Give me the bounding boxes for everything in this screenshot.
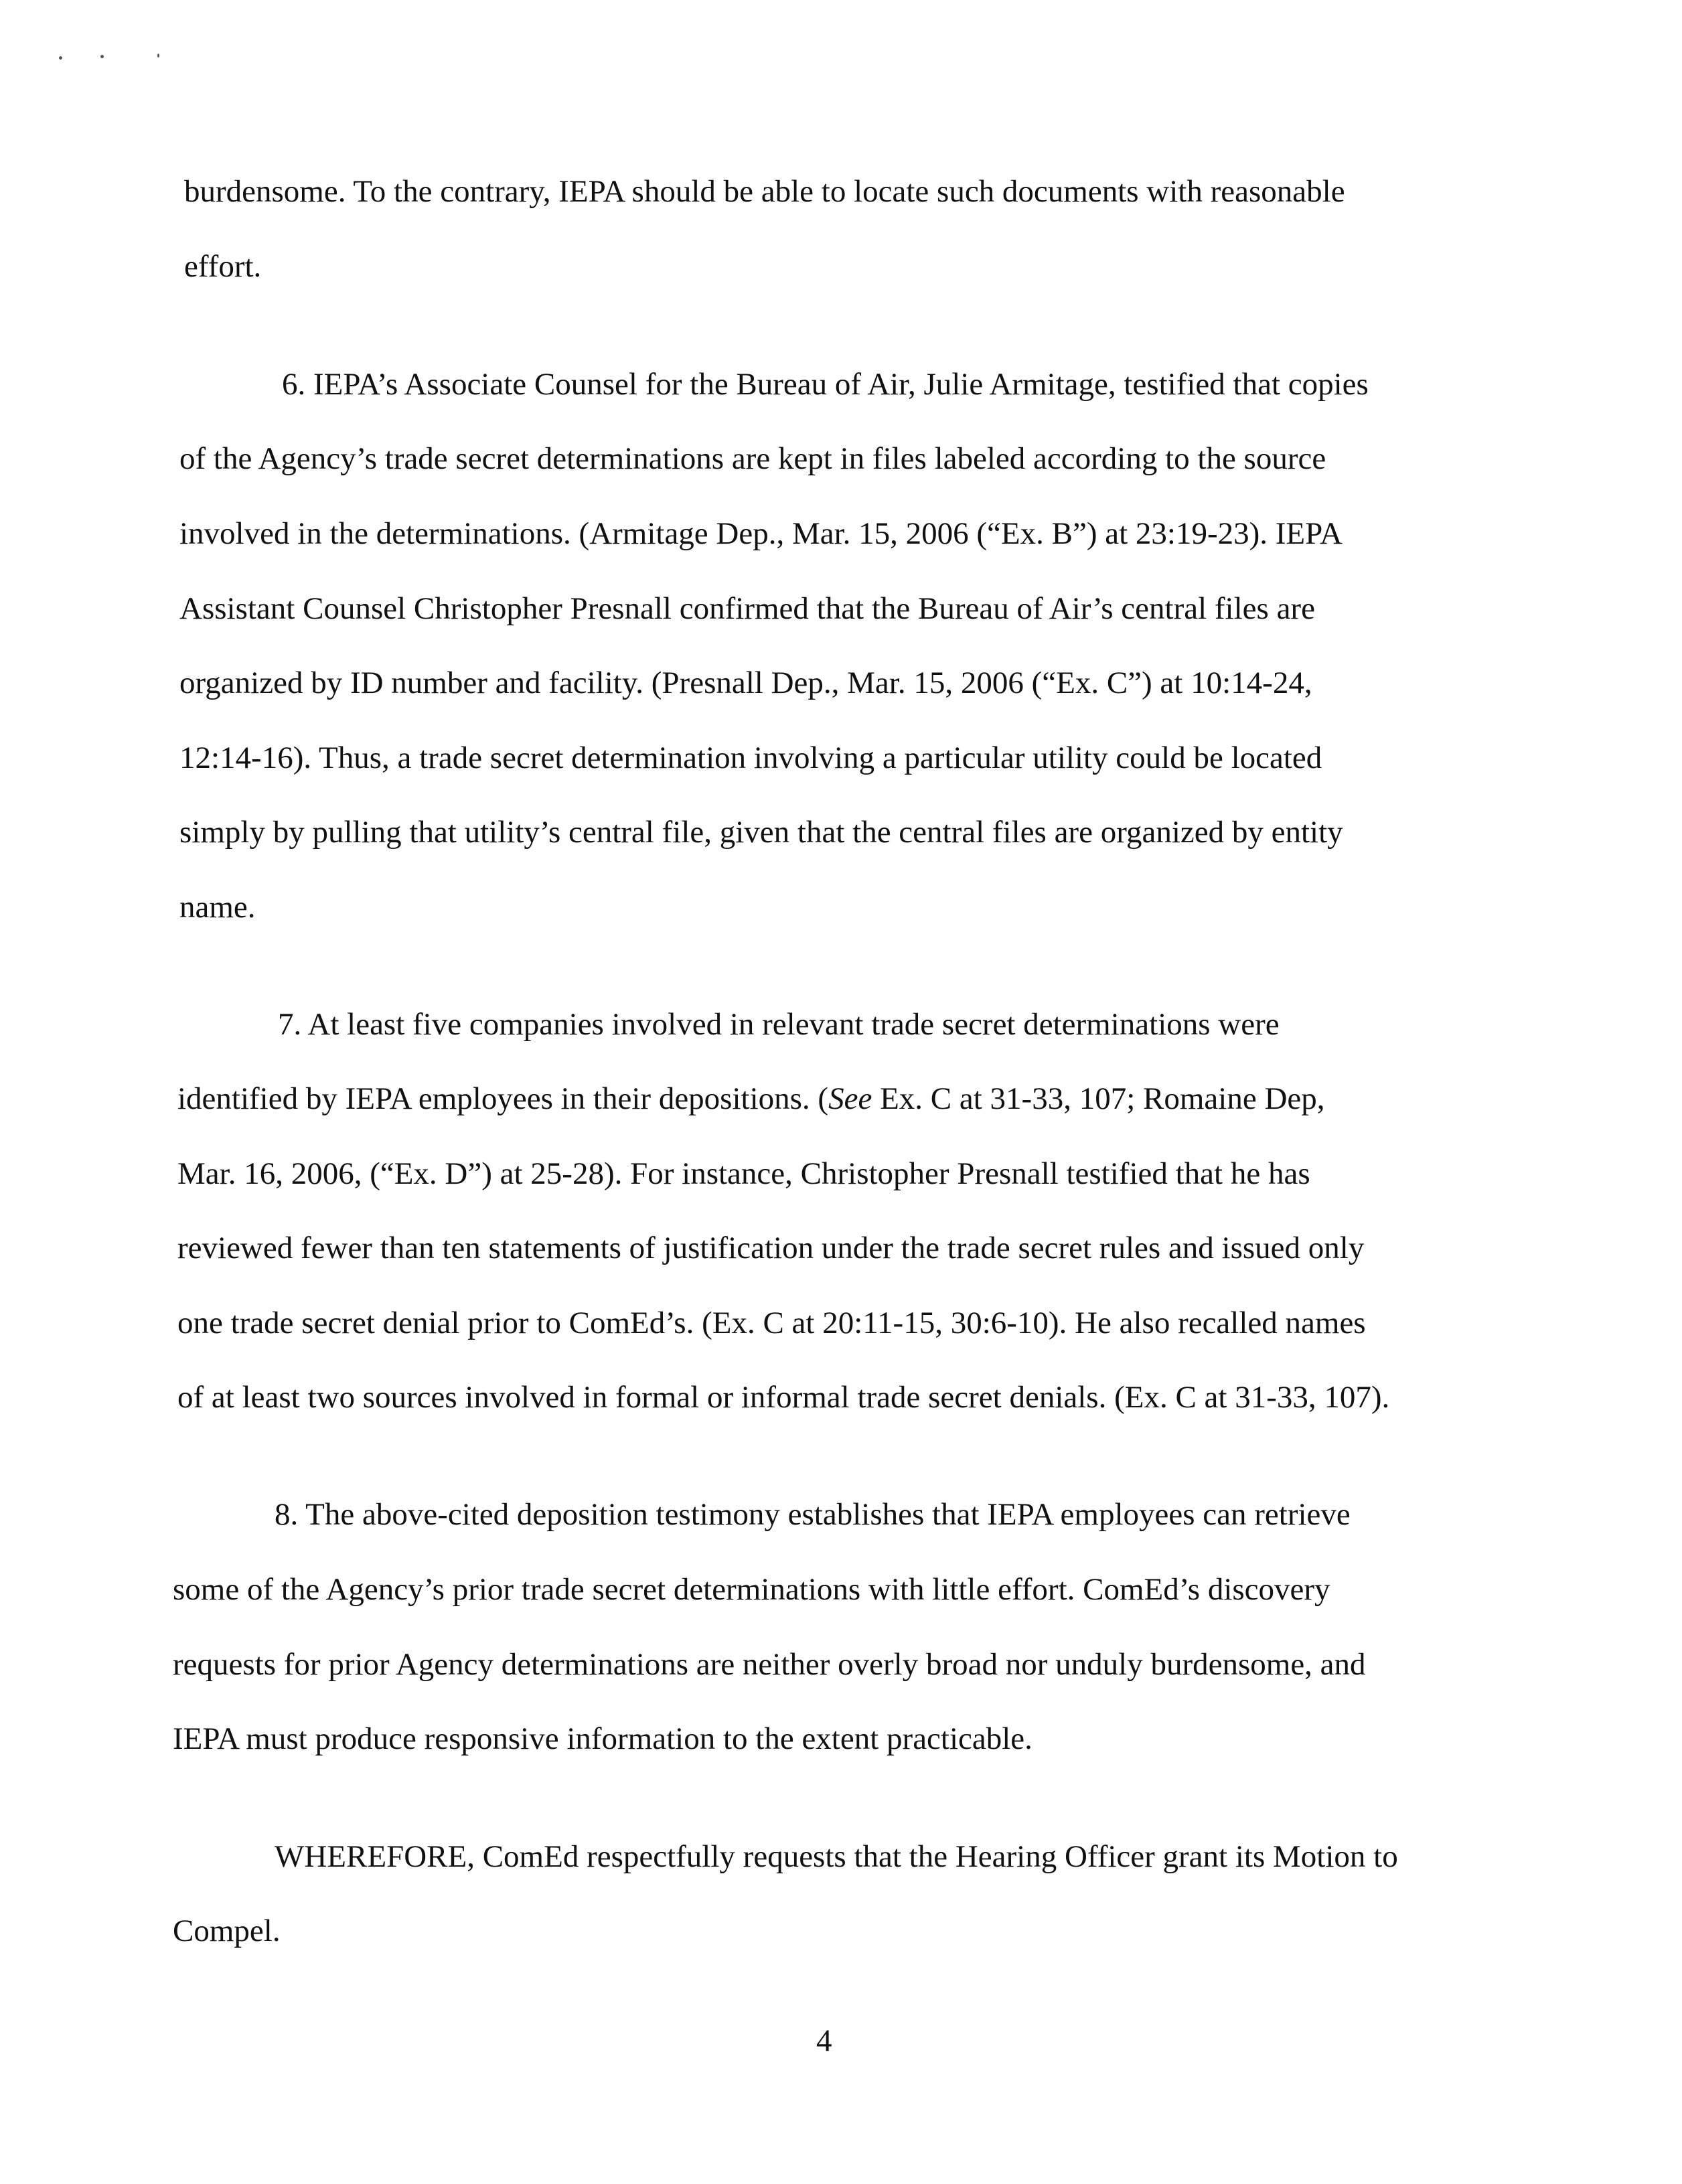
body-line: Mar. 16, 2006, (“Ex. D”) at 25-28). For instance, Christopher Presnall testified that he has (177, 1156, 1310, 1191)
body-line (177, 1080, 1325, 1117)
body-line: IEPA must produce responsive information to the extent practicable. (173, 1721, 1033, 1756)
body-line: effort. (184, 249, 262, 284)
body-line: involved in the determinations. (Armitage Dep., Mar. 15, 2006 (“Ex. B”) at 23:19-23). IEPA (179, 516, 1343, 551)
scan-speck (100, 55, 104, 58)
body-line: organized by ID number and facility. (Presnall Dep., Mar. 15, 2006 (“Ex. C”) at 10:14-24, (179, 666, 1312, 700)
body-line: name. (179, 890, 256, 925)
body-line: 7. At least five companies involved in relevant trade secret determinations were (278, 1007, 1280, 1042)
body-line: 6. IEPA’s Associate Counsel for the Bureau of Air, Julie Armitage, testified that copies (282, 367, 1369, 402)
body-line: 12:14-16). Thus, a trade secret determination involving a particular utility could be located (179, 740, 1322, 775)
scan-speck (157, 54, 159, 58)
page-number: 4 (816, 2023, 832, 2058)
body-line: burdensome. To the contrary, IEPA should be able to locate such documents with reasonable (184, 174, 1345, 209)
body-line: 8. The above-cited deposition testimony establishes that IEPA employees can retrieve (275, 1497, 1351, 1532)
scan-speck (59, 56, 62, 60)
citation-signal: See (828, 1081, 872, 1116)
body-line: reviewed fewer than ten statements of justification under the trade secret rules and issued only (177, 1231, 1365, 1265)
body-line: some of the Agency’s prior trade secret determinations with little effort. ComEd’s discovery (173, 1572, 1330, 1607)
text-segment: identified by IEPA employees in their depositions. ( (177, 1081, 829, 1116)
body-line: of at least two sources involved in formal or informal trade secret denials. (Ex. C at 31-33, 107). (177, 1380, 1390, 1415)
body-line: Assistant Counsel Christopher Presnall confirmed that the Bureau of Air’s central files are (179, 591, 1315, 626)
body-line: WHEREFORE, ComEd respectfully requests that the Hearing Officer grant its Motion to (275, 1839, 1398, 1874)
body-line: requests for prior Agency determinations are neither overly broad nor unduly burdensome, and (173, 1647, 1366, 1682)
body-line: Compel. (173, 1914, 281, 1948)
body-line: simply by pulling that utility’s central file, given that the central files are organized by entity (179, 815, 1343, 850)
text-segment: Ex. C at 31-33, 107; Romaine Dep, (872, 1081, 1325, 1116)
body-line: one trade secret denial prior to ComEd’s. (Ex. C at 20:11-15, 30:6-10). He also recalled names (177, 1306, 1366, 1340)
body-line: of the Agency’s trade secret determinations are kept in files labeled according to the source (179, 441, 1326, 476)
